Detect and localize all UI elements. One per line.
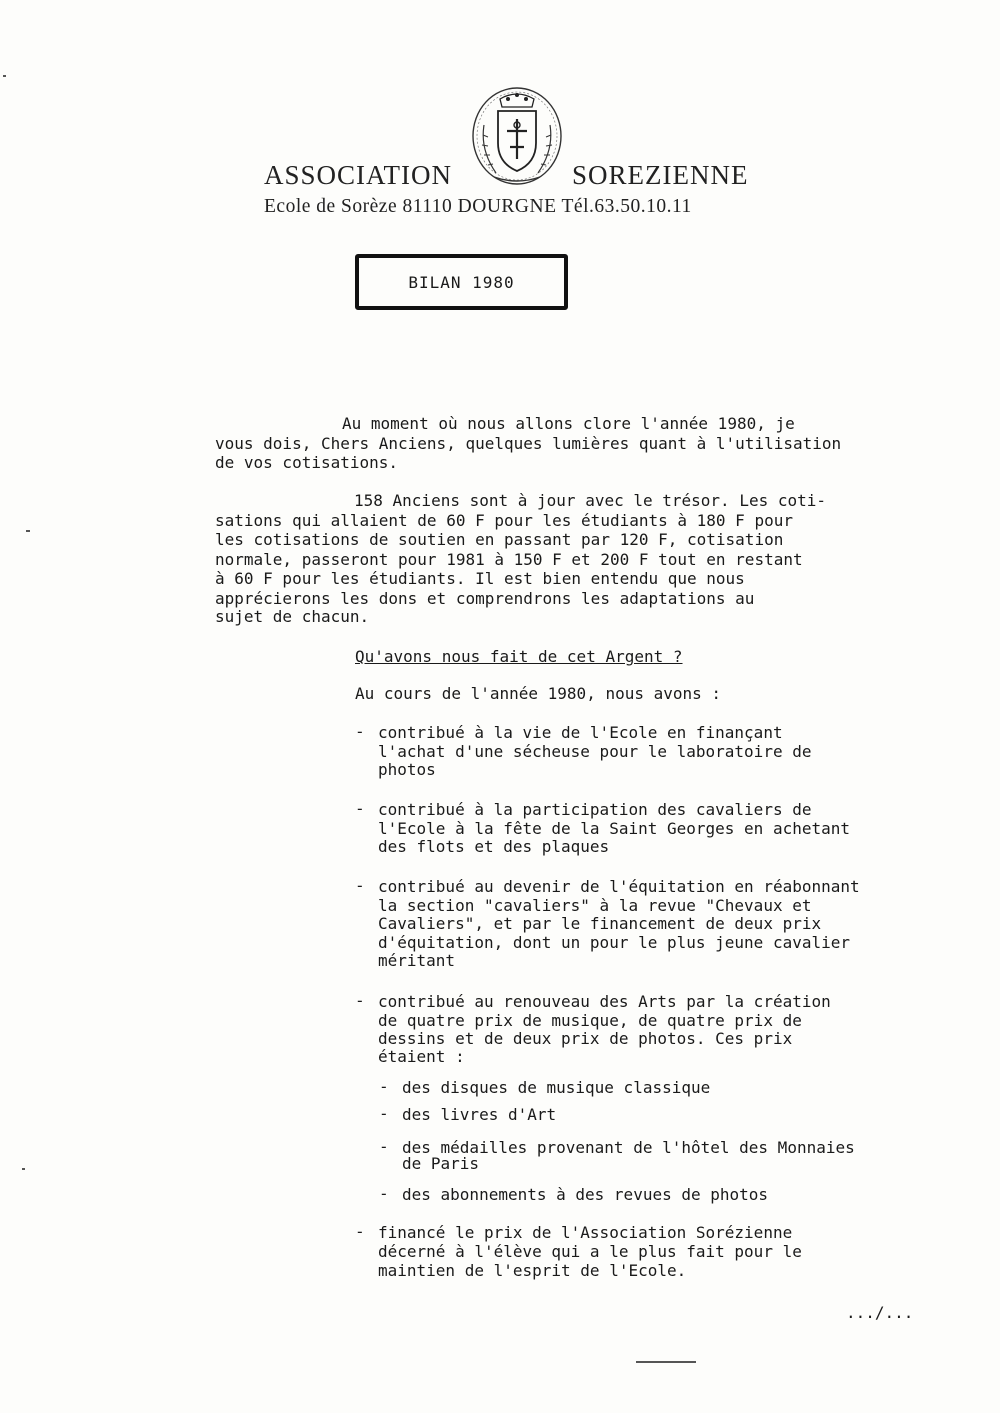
document-title: BILAN 1980	[408, 272, 515, 292]
sublist-dash: -	[379, 1077, 389, 1096]
list-item-line: de quatre prix de musique, de quatre prix de	[378, 1011, 802, 1030]
organization-name-right: SOREZIENNE	[572, 160, 749, 190]
list-item-line: d'équitation, dont un pour le plus jeune cavalier	[378, 933, 851, 952]
cotisations-line: à 60 F pour les étudiants. Il est bien entendu que nous	[215, 569, 745, 588]
scan-artifact-line	[636, 1361, 696, 1363]
cotisations-line: normale, passeront pour 1981 à 150 F et 200 F tout en restant	[215, 550, 803, 569]
list-item-line: contribué à la participation des cavaliers de	[378, 800, 812, 819]
list-item-line: maintien de l'esprit de l'Ecole.	[378, 1261, 687, 1280]
intro-line: vous dois, Chers Anciens, quelques lumières quant à l'utilisation	[215, 434, 842, 453]
list-item-line: des flots et des plaques	[378, 837, 610, 856]
list-item-line: contribué au renouveau des Arts par la création	[378, 992, 831, 1011]
intro-line: Au moment où nous allons clore l'année 1980, je	[342, 414, 795, 433]
continuation-mark: .../...	[846, 1303, 914, 1322]
intro-line: de vos cotisations.	[215, 453, 399, 472]
sublist-item-line: des livres d'Art	[402, 1105, 557, 1124]
cotisations-line: 158 Anciens sont à jour avec le trésor. Les coti-	[354, 491, 827, 510]
list-dash: -	[355, 991, 365, 1010]
section-lead: Au cours de l'année 1980, nous avons :	[355, 684, 722, 703]
organization-name-left: ASSOCIATION	[264, 160, 453, 190]
list-item-line: étaient :	[378, 1047, 465, 1066]
sublist-dash: -	[379, 1137, 389, 1156]
list-dash: -	[355, 799, 365, 818]
list-item-line: Cavaliers", et par le financement de deux prix	[378, 914, 822, 933]
sublist-item-line: des disques de musique classique	[402, 1078, 711, 1097]
list-item-line: dessins et de deux prix de photos. Ces prix	[378, 1029, 793, 1048]
list-item-line: photos	[378, 760, 436, 779]
list-item-line: contribué au devenir de l'équitation en réabonnant	[378, 877, 860, 896]
coat-of-arms-seal-icon	[470, 85, 564, 187]
list-dash: -	[355, 876, 365, 895]
cotisations-line: apprécierons les dons et comprendrons les adaptations au	[215, 589, 755, 608]
scan-artifact-dot	[26, 530, 30, 532]
list-item-line: méritant	[378, 951, 456, 970]
list-dash: -	[355, 1222, 365, 1241]
cotisations-line: sujet de chacun.	[215, 607, 370, 626]
list-item-line: la section "cavaliers" à la revue "Chevaux et	[378, 896, 812, 915]
list-item-line: financé le prix de l'Association Sorézienne	[378, 1223, 793, 1242]
list-item-line: contribué à la vie de l'Ecole en finançant	[378, 723, 783, 742]
organization-address: Ecole de Sorèze 81110 DOURGNE Tél.63.50.10.11	[264, 196, 692, 217]
sublist-dash: -	[379, 1184, 389, 1203]
sublist-dash: -	[379, 1104, 389, 1123]
list-dash: -	[355, 722, 365, 741]
section-question: Qu'avons nous fait de cet Argent ?	[355, 647, 683, 666]
scan-artifact-dot	[22, 1168, 25, 1170]
scan-artifact-dot	[3, 75, 6, 77]
sublist-item-line: des médailles provenant de l'hôtel des Monnaies	[402, 1138, 855, 1157]
sublist-item-line: des abonnements à des revues de photos	[402, 1185, 769, 1204]
document-title-box	[355, 254, 568, 310]
sublist-item-line: de Paris	[402, 1154, 480, 1173]
list-item-line: l'Ecole à la fête de la Saint Georges en achetant	[378, 819, 851, 838]
list-item-line: décerné à l'élève qui a le plus fait pour le	[378, 1242, 802, 1261]
cotisations-line: les cotisations de soutien en passant par 120 F, cotisation	[215, 530, 784, 549]
cotisations-line: sations qui allaient de 60 F pour les étudiants à 180 F pour	[215, 511, 793, 530]
list-item-line: l'achat d'une sécheuse pour le laboratoire de	[378, 742, 812, 761]
